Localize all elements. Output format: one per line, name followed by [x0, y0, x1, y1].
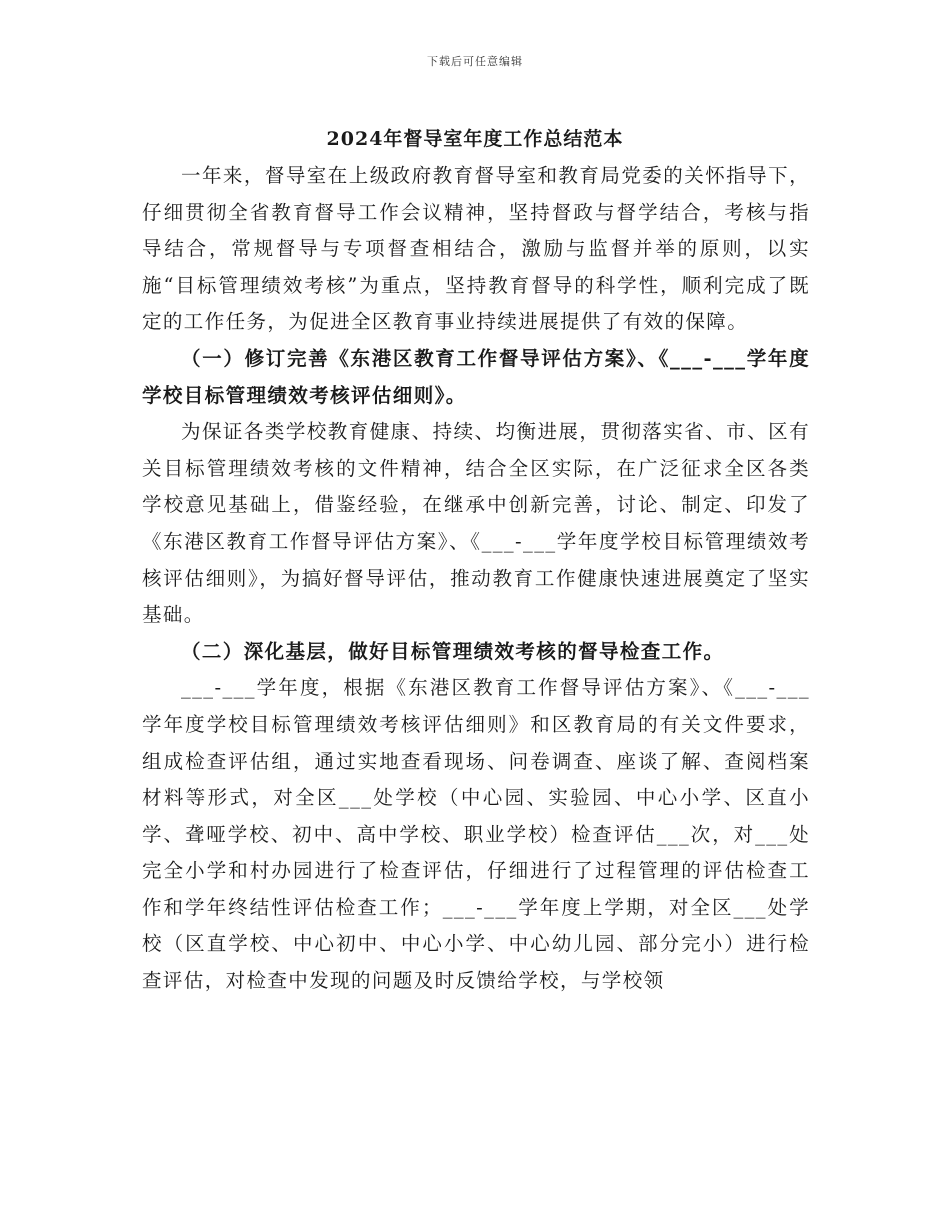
document-body	[142, 158, 810, 1000]
section-1-paragraph: 为保证各类学校教育健康、持续、均衡进展，贯彻落实省、市、区有关目标管理绩效考核的文件精神，结合全区实际，在广泛征求全区各类学校意见基础上，借鉴经验，在继承中创新完善，讨论、制定、印发了《东港区教育工作督导评估方案》、《___-___学年度学校目标管理绩效考核评估细则》，为搞好督导评估，推动教育工作健康快速进展奠定了坚实基础。	[142, 420, 810, 627]
section-heading-1: （一）修订完善《东港区教育工作督导评估方案》、《___-___学年度学校目标管理绩效考核评估细则》。	[142, 346, 810, 407]
section-heading-2: （二）深化基层，做好目标管理绩效考核的督导检查工作。	[181, 639, 725, 663]
header-note: 下载后可任意编辑	[427, 55, 523, 68]
intro-paragraph: 一年来，督导室在上级政府教育督导室和教育局党委的关怀指导下，仔细贯彻全省教育督导工作会议精神，坚持督政与督学结合，考核与指导结合，常规督导与专项督查相结合，激励与监督并举的原则，以实施“目标管理绩效考核”为重点，坚持教育督导的科学性，顺利完成了既定的工作任务，为促进全区教育事业持续进展提供了有效的保障。	[142, 164, 810, 334]
document-title: 2024年督导室年度工作总结范本	[326, 128, 624, 150]
section-2-paragraph: ___-___学年度，根据《东港区教育工作督导评估方案》、《___-___学年度学校目标管理绩效考核评估细则》和区教育局的有关文件要求，组成检查评估组，通过实地查看现场、问卷调查、座谈了解、查阅档案材料等形式，对全区___处学校（中心园、实验园、中心小学、区直小学、聋哑学校、初中、高中学校、职业学校）检查评估___次，对___处完全小学和村办园进行了检查评估，仔细进行了过程管理的评估检查工作和学年终结性评估检查工作；___-___学年度上学期，对全区___处学校（区直学校、中心初中、中心小学、中心幼儿园、部分完小）进行检查评估，对检查中发现的问题及时反馈给学校，与学校领	[142, 676, 810, 993]
